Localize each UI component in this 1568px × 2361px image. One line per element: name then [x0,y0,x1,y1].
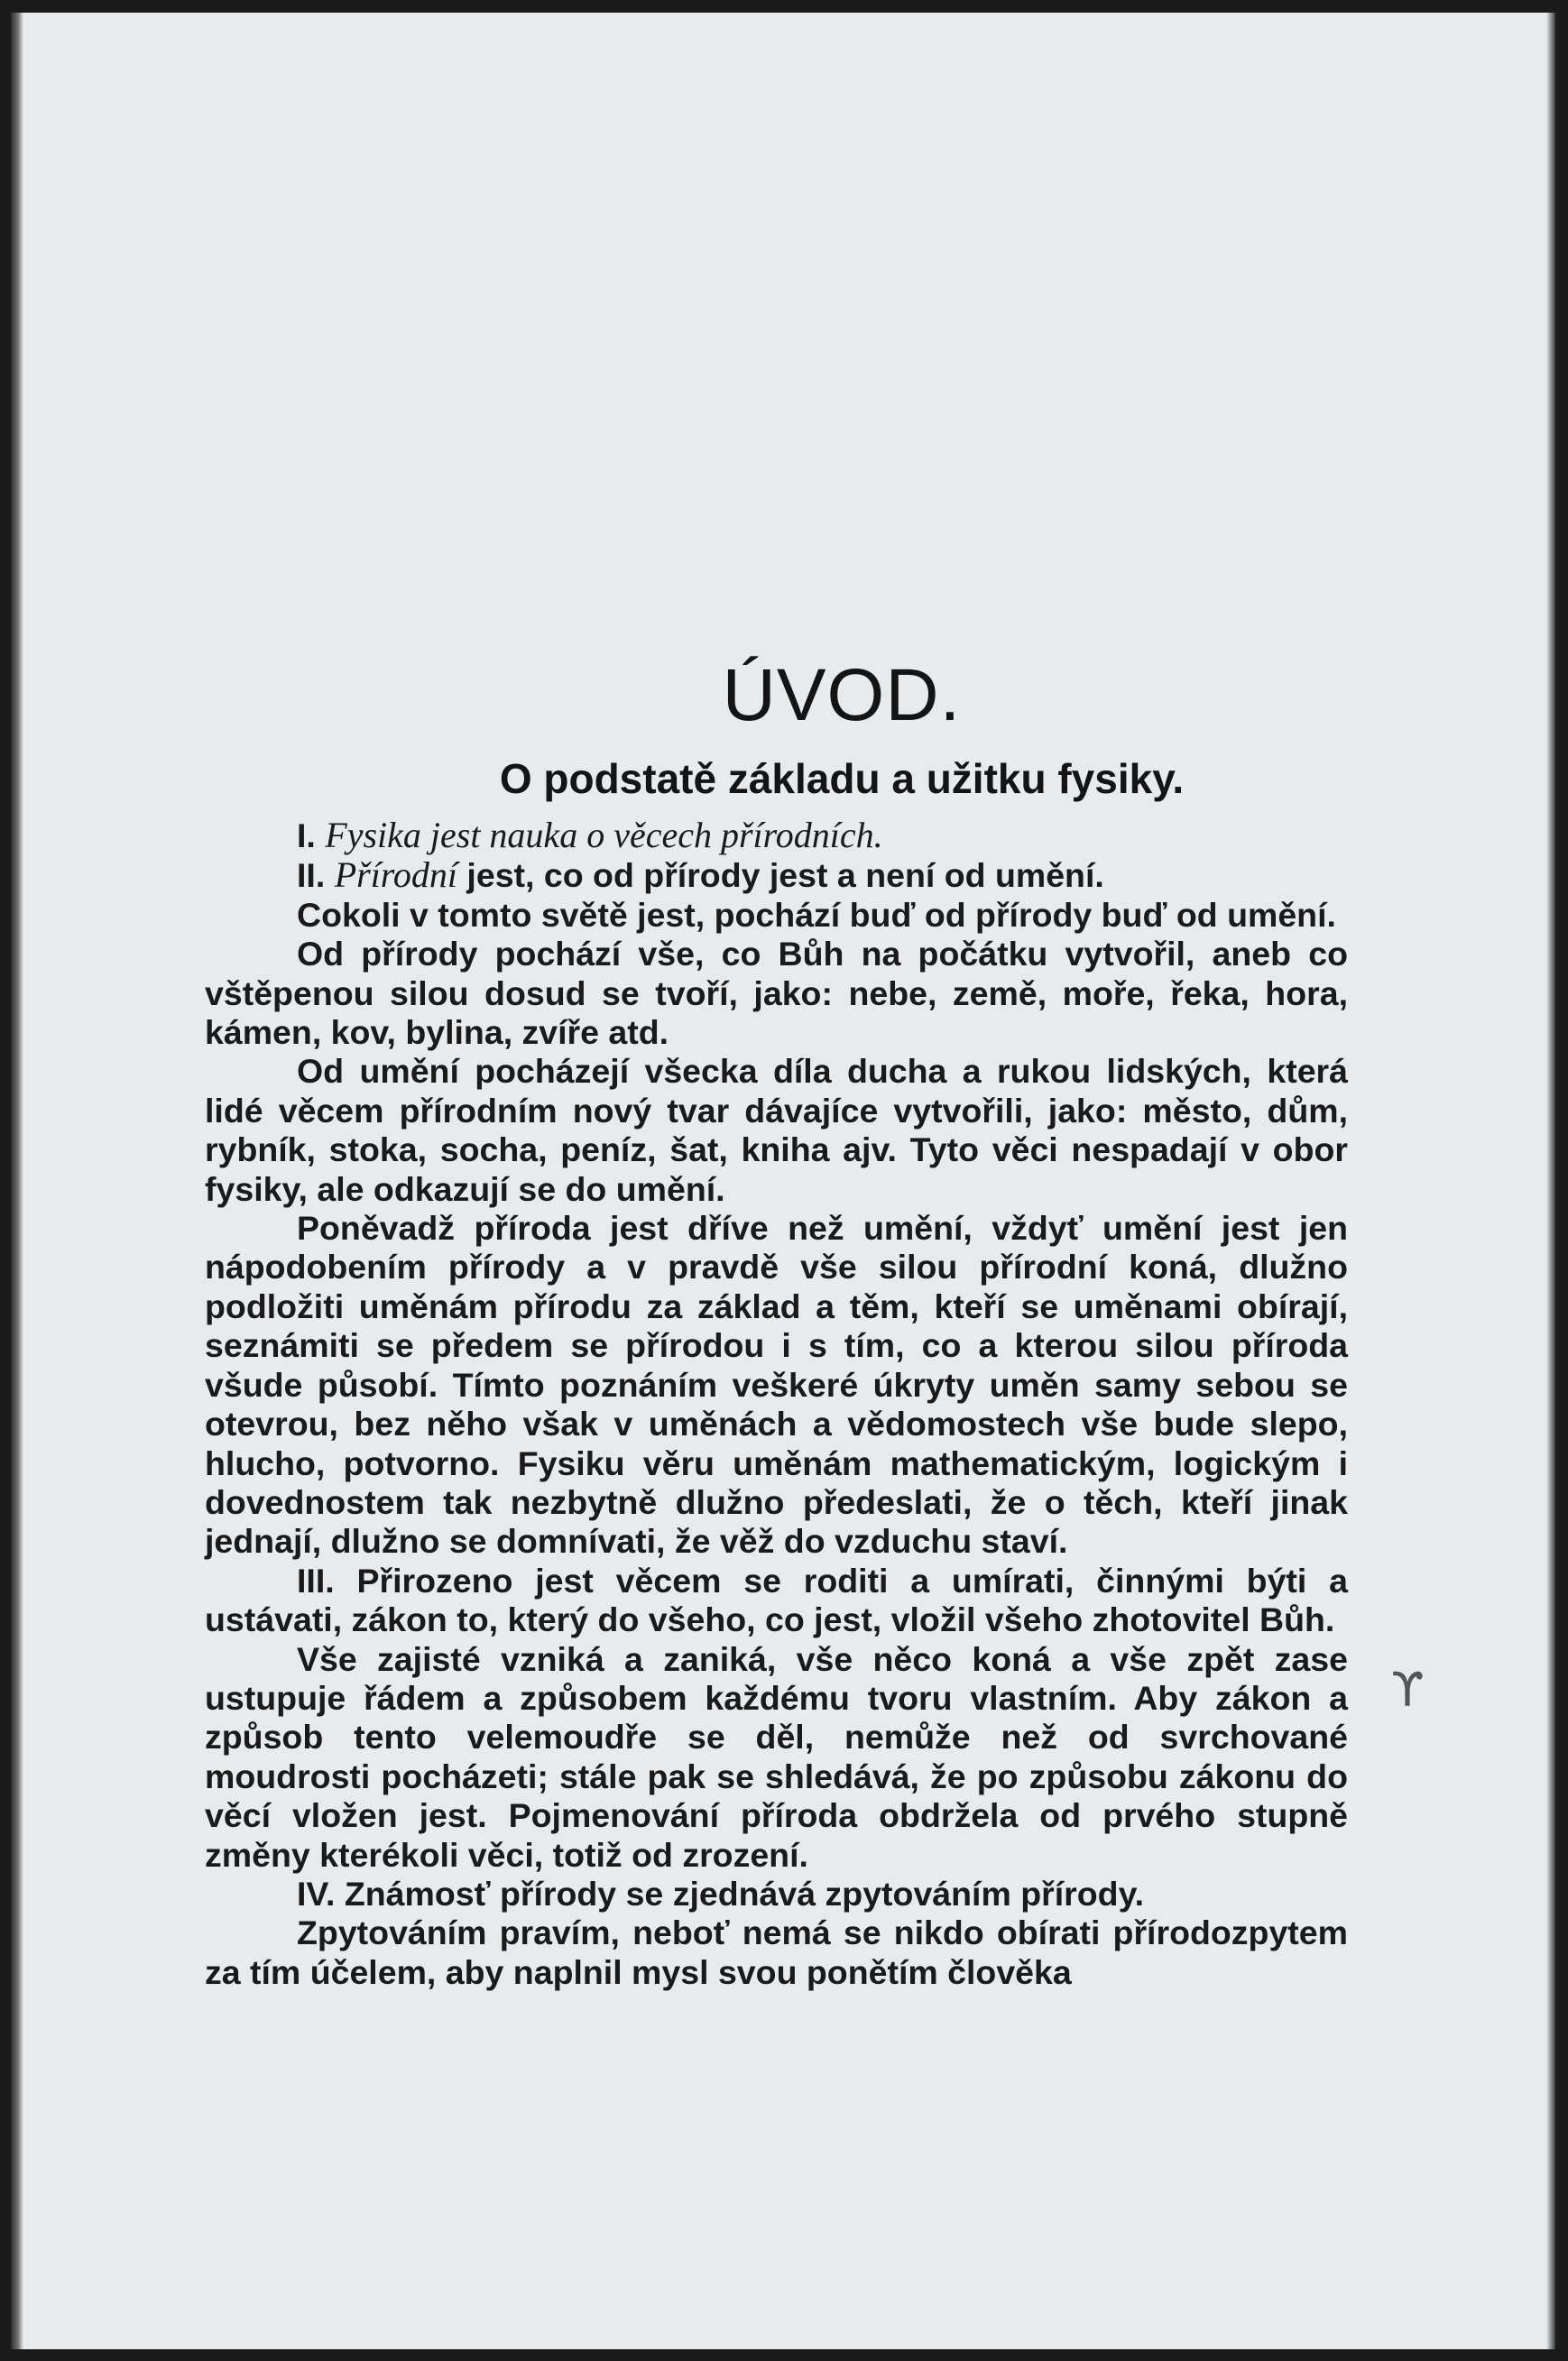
section-1-definition: Fysika jest nauka o věcech přírodních. [325,815,883,855]
paragraph-8: Vše zajisté vzniká a zaniká, vše něco koná a vše zpět zase ustupuje řádem a způsobem každému tvoru vlastním. Aby zákon a způsob tento velemoudře se děl, nemůže než od svrchované moudrosti pocházeti; stále pak se shledává, že po způsobu zákonu do věcí vložen jest. Pojmenování příroda obdržela od prvého stupně změny kterékoli věci, totiž od zrození. [205,1639,1348,1874]
book-page [11,13,1555,2349]
paragraph-5: Od umění pocházejí všecka díla ducha a rukou lidských, která lidé věcem přírodním nový tvar dávajíce vytvořili, jako: město, dům, rybník, stoka, socha, peníz, šat, kniha ajv. Tyto věci nespadají v obor fysiky, ale odkazují se do umění. [205,1052,1348,1208]
paragraph-4: Od přírody pochází vše, co Bůh na počátku vytvořil, aneb co vštěpenou silou dosud se tvoří, jako: nebe, země, moře, řeka, hora, kámen, kov, bylina, zvíře atd. [205,935,1348,1052]
paragraph-7: III. Přirozeno jest věcem se roditi a umírati, činnými býti a ustávati, zákon to, který do všeho, co jest, vložil všeho zhotovitel Bůh. [205,1561,1348,1639]
section-2-number: II. [297,856,326,895]
paragraph-3: Cokoli v tomto světě jest, pochází buď od přírody buď od umění. [297,895,1336,934]
section-2-term: Přírodní [334,854,457,896]
section-2-text: jest, co od přírody jest a není od umění. [466,856,1104,895]
paragraph-9: IV. Známosť přírody se zjednává zpytováním přírody. [297,1874,1145,1913]
margin-mark-icon: ϒ [1391,1664,1425,1718]
chapter-heading: ÚVOD. [722,654,962,736]
paragraph-6: Poněvadž příroda jest dříve než umění, vždyť umění jest jen nápodobením přírody a v pravdě vše silou přírodní koná, dlužno podložiti uměnám přírodu za základ a těm, kteří se uměnami obírají, seznámiti se předem se přírodou i s tím, co a kterou silou příroda všude působí. Tímto poznáním veškeré úkryty uměn samy sebou se otevrou, bez něho však v uměnách a vědomostech vše bude slepo, hlucho, potvorno. Fysiku věru uměnám mathematickým, logickým i dovednostem tak nezbytně dlužno předeslati, že o těch, kteří jinak jednají, dlužno se domnívati, že věž do vzduchu staví. [205,1209,1348,1561]
section-1-number: I. [297,816,316,854]
page-right-edge-shadow [1546,13,1555,2349]
chapter-subheading: O podstatě základu a užitku fysiky. [499,755,1185,802]
section-2 [205,855,1348,895]
page-left-edge-shadow [11,13,23,2349]
paragraph-10: Zpytováním pravím, neboť nemá se nikdo obírati přírodozpytem za tím účelem, aby naplnil mysl svou ponětím člověka [205,1914,1348,1991]
chapter-body [205,816,1348,1992]
section-1 [205,816,1348,855]
